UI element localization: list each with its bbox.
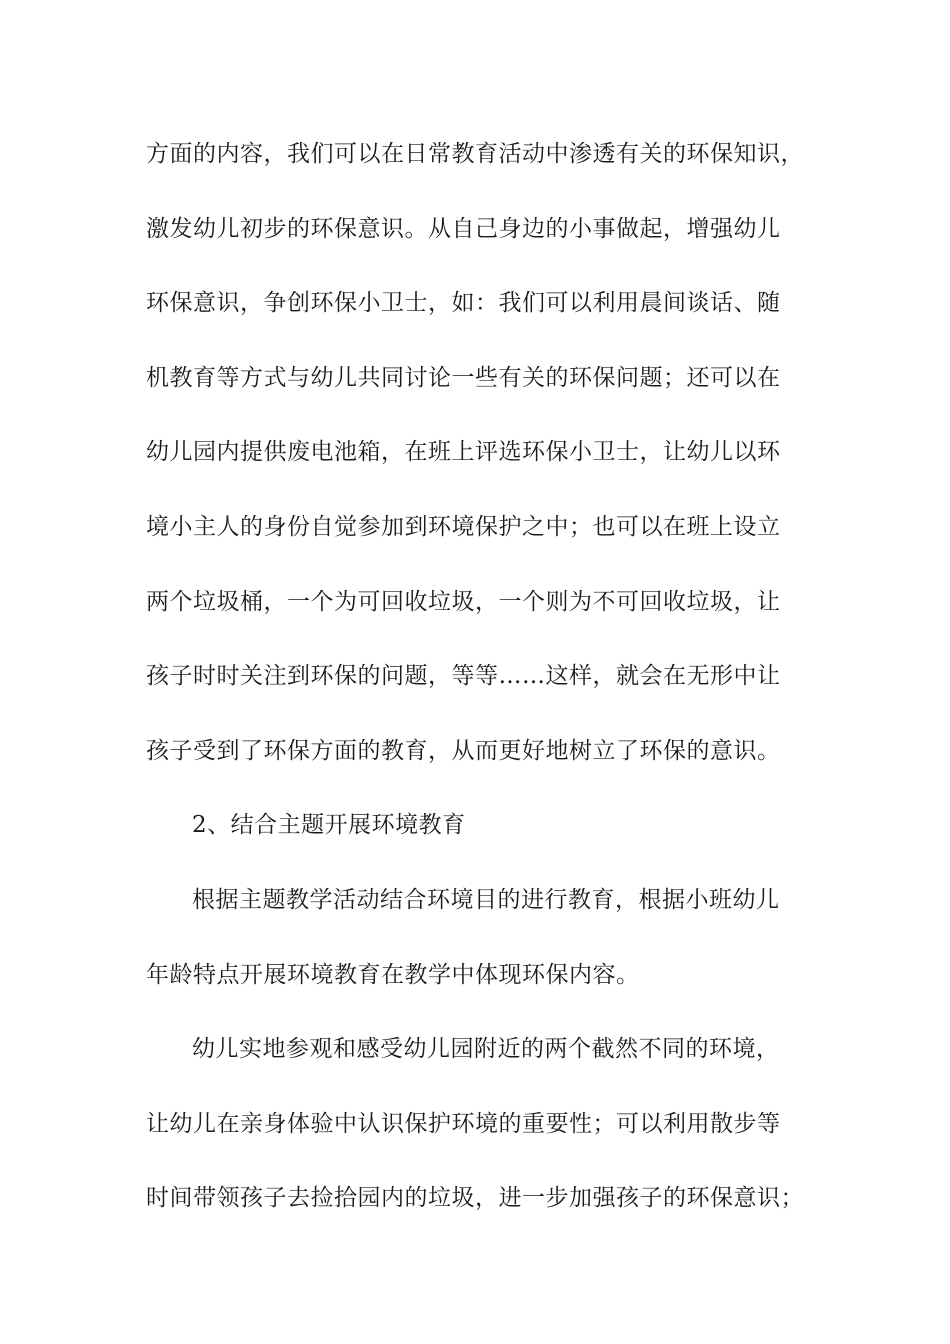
text-line: 激发幼儿初步的环保意识。从自己身边的小事做起，增强幼儿 (146, 215, 781, 242)
text-line: 境小主人的身份自觉参加到环境保护之中；也可以在班上设立 (146, 513, 781, 540)
text-line: 孩子时时关注到环保的问题，等等……这样，就会在无形中让 (146, 663, 781, 690)
text-line: 让幼儿在亲身体验中认识保护环境的重要性；可以利用散步等 (146, 1110, 781, 1137)
text-line: 机教育等方式与幼儿共同讨论一些有关的环保问题；还可以在 (146, 364, 781, 391)
text-line: 两个垃圾桶，一个为可回收垃圾，一个则为不可回收垃圾，让 (146, 588, 781, 615)
text-line: 孩子受到了环保方面的教育，从而更好地树立了环保的意识。 (146, 737, 781, 764)
text-line: 环保意识，争创环保小卫士，如：我们可以利用晨间谈话、随 (146, 290, 781, 317)
section-heading: 2、结合主题开展环境教育 (192, 812, 466, 839)
text-line: 根据主题教学活动结合环境目的进行教育，根据小班幼儿 (192, 886, 780, 913)
document-body (146, 117, 806, 1236)
text-line: 幼儿园内提供废电池箱，在班上评选环保小卫士，让幼儿以环 (146, 439, 781, 466)
text-line: 方面的内容，我们可以在日常教育活动中渗透有关的环保知识， (146, 141, 804, 167)
text-line: 幼儿实地参观和感受幼儿园附近的两个截然不同的环境， (192, 1036, 780, 1063)
text-line: 年龄特点开展环境教育在教学中体现环保内容。 (146, 961, 640, 988)
text-line: 时间带领孩子去捡拾园内的垃圾，进一步加强孩子的环保意识； (146, 1185, 804, 1212)
